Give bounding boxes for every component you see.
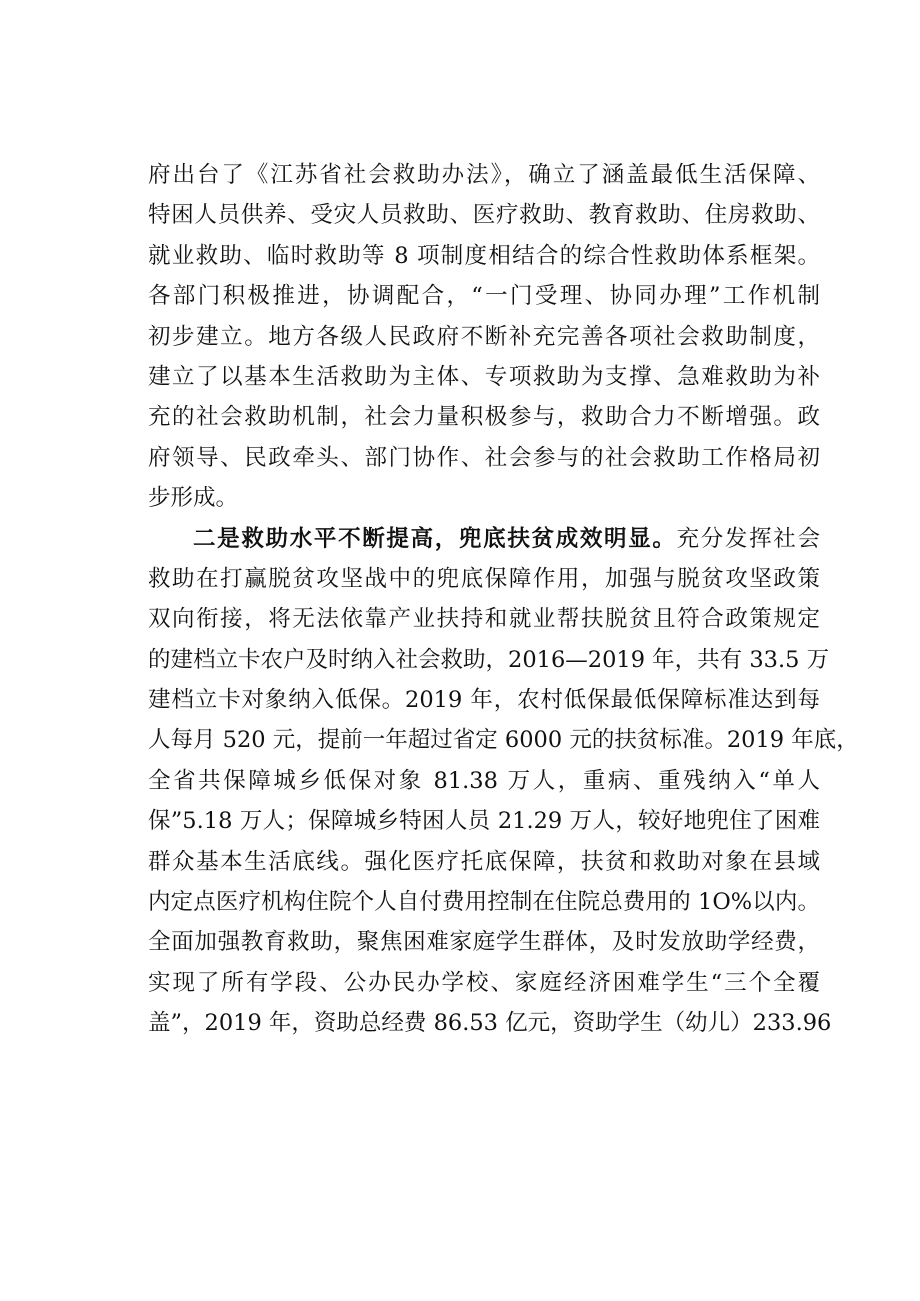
paragraph-2-line: 内定点医疗机构住院个人自付费用控制在住院总费用的 1O%以内。 [148, 889, 820, 916]
paragraph-2-line: 盖”，2019 年，资助总经费 86.53 亿元，资助学生（幼儿）233.96 [148, 1010, 832, 1037]
paragraph-2-line: 双向衔接，将无法依靠产业扶持和就业帮扶脱贫且符合政策规定 [148, 606, 820, 633]
paragraph-2-line: 全面加强教育救助，聚焦困难家庭学生群体，及时发放助学经费， [148, 929, 820, 956]
paragraph-2-first-line-rest: 充分发挥社会 [676, 525, 820, 552]
paragraph-2-heading: 二是救助水平不断提高，兜底扶贫成效明显。 [193, 525, 677, 552]
paragraph-1-line: 府出台了《江苏省社会救助办法》，确立了涵盖最低生活保障、 [148, 162, 820, 188]
paragraph-1-line: 各部门积极推进，协调配合，“一门受理、协同办理”工作机制 [148, 283, 820, 310]
paragraph-2-line: 保”5.18 万人；保障城乡特困人员 21.29 万人，较好地兜住了困难 [148, 808, 820, 835]
paragraph-2-line: 救助在打赢脱贫攻坚战中的兜底保障作用，加强与脱贫攻坚政策 [148, 565, 820, 592]
paragraph-2-first-line [148, 519, 820, 559]
paragraph-2-line: 实现了所有学段、公办民办学校、家庭经济困难学生“三个全覆 [148, 969, 820, 996]
body-text [148, 155, 859, 1044]
paragraph-1-line: 特困人员供养、受灾人员救助、医疗救助、教育救助、住房救助、 [148, 202, 820, 229]
paragraph-2-line: 人每月 520 元，提前一年超过省定 6000 元的扶贫标准。2019 年底， [148, 727, 859, 754]
paragraph-2-line: 群众基本生活底线。强化医疗托底保障，扶贫和救助对象在县域 [148, 848, 820, 875]
paragraph-2-line: 建档立卡对象纳入低保。2019 年，农村低保最低保障标准达到每 [148, 687, 820, 714]
paragraph-1-line: 充的社会救助机制，社会力量积极参与，救助合力不断增强。政 [148, 404, 820, 431]
paragraph-2-line: 全省共保障城乡低保对象 81.38 万人，重病、重残纳入“单人 [148, 767, 820, 794]
paragraph-1-line: 步形成。 [148, 485, 239, 512]
paragraph-2-line: 的建档立卡农户及时纳入社会救助，2016—2019 年，共有 33.5 万 [148, 646, 830, 673]
paragraph-1-line: 就业救助、临时救助等 8 项制度相结合的综合性救助体系框架。 [148, 242, 820, 269]
paragraph-1-line: 府领导、民政牵头、部门协作、社会参与的社会救助工作格局初 [148, 444, 820, 471]
paragraph-1-line: 初步建立。地方各级人民政府不断补充完善各项社会救助制度， [148, 323, 820, 350]
paragraph-1-line: 建立了以基本生活救助为主体、专项救助为支撑、急难救助为补 [148, 363, 820, 390]
